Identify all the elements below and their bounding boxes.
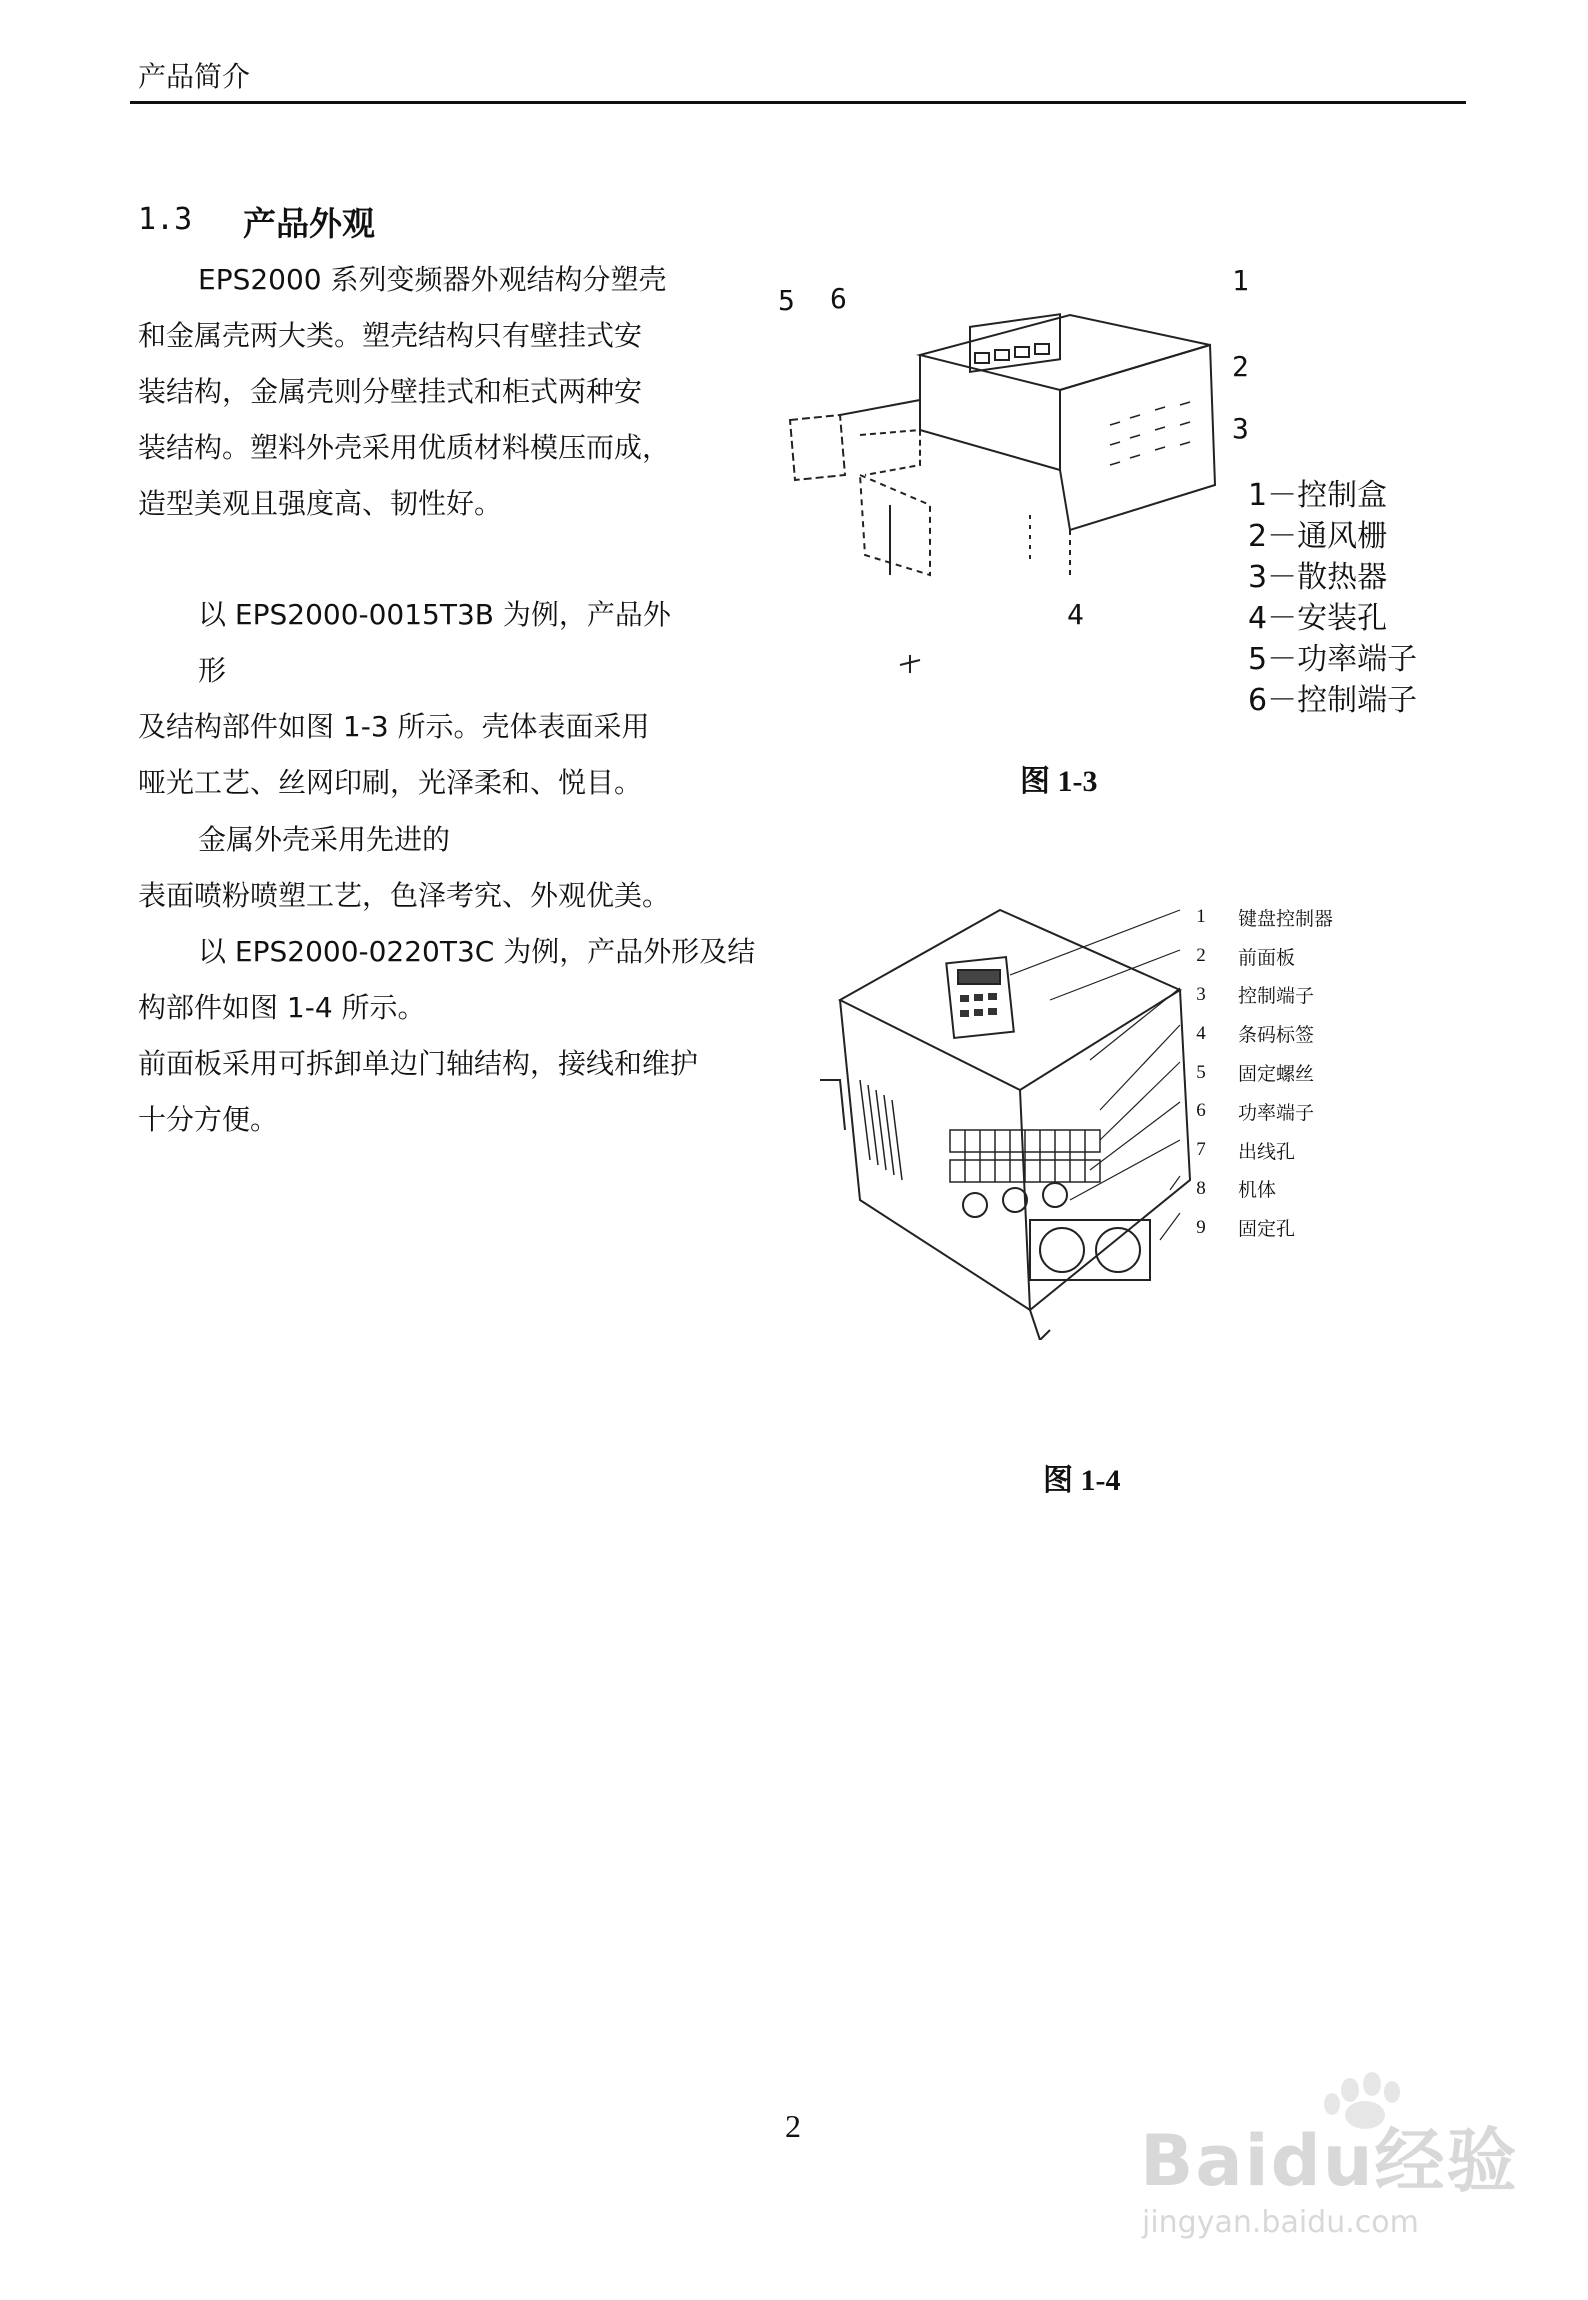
legend-text: 固定螺丝: [1238, 1063, 1315, 1086]
watermark-url: jingyan.baidu.com: [1142, 2205, 1419, 2240]
header-rule: [130, 101, 1466, 104]
callout-1: 1: [1232, 264, 1249, 297]
legend-text: 前面板: [1238, 946, 1296, 969]
figure-1-3-caption: 图 1-3: [1020, 765, 1098, 798]
figure-1-3-legend: [1248, 475, 1417, 721]
paragraph-line: 构部件如图 1-4 所示。: [138, 991, 426, 1024]
paragraph-line: 装结构。塑料外壳采用优质材料模压而成，: [138, 431, 671, 464]
paragraph-line: 前面板采用可拆卸单边门轴结构，接线和维护: [138, 1047, 699, 1080]
paragraph-line: 十分方便。: [138, 1103, 279, 1136]
legend-text: 键盘控制器: [1238, 907, 1334, 930]
section-title: 产品外观: [243, 204, 375, 243]
legend-item: 2－通风栅: [1248, 519, 1388, 554]
callout-3: 3: [1232, 412, 1249, 445]
paragraph-line: 以 EPS2000-0015T3B 为例，产品外形: [198, 598, 671, 687]
legend-text: 固定孔: [1238, 1218, 1296, 1241]
legend-number: 3: [1196, 983, 1206, 1005]
legend-item: [1180, 1170, 1333, 1209]
legend-number: 4: [1196, 1022, 1206, 1044]
section-number: 1.3: [138, 202, 193, 237]
legend-number: 2: [1196, 945, 1206, 967]
legend-text: 控制端子: [1238, 985, 1315, 1008]
figure-1-4-caption: 图 1-4: [1043, 1464, 1121, 1497]
paragraph-line: 造型美观且强度高、韧性好。: [138, 487, 503, 520]
legend-item: [1180, 976, 1333, 1015]
legend-item: [1180, 1131, 1333, 1170]
legend-text: 功率端子: [1238, 1101, 1315, 1124]
legend-item: [1180, 1053, 1333, 1092]
paragraph-line: 以 EPS2000-0220T3C 为例，产品外形及结: [198, 935, 756, 968]
callout-5: 5: [778, 284, 795, 317]
legend-number: 5: [1196, 1061, 1206, 1083]
legend-item: 4－安装孔: [1248, 601, 1388, 636]
legend-item: [1180, 898, 1333, 937]
legend-item: 6－控制端子: [1248, 683, 1418, 718]
legend-number: 7: [1196, 1139, 1206, 1161]
paragraph-line: 哑光工艺、丝网印刷，光泽柔和、悦目。: [138, 766, 643, 799]
paragraph-line: 装结构，金属壳则分壁挂式和柜式两种安: [138, 375, 643, 408]
legend-item: [1180, 937, 1333, 976]
paragraph-line: 表面喷粉喷塑工艺，色泽考究、外观优美。: [138, 879, 671, 912]
legend-number: 9: [1196, 1216, 1206, 1238]
legend-text: 出线孔: [1238, 1140, 1296, 1163]
legend-number: 8: [1196, 1177, 1206, 1199]
paragraph-3: [138, 812, 758, 1148]
legend-item: [1180, 1014, 1333, 1053]
legend-number: 1: [1196, 906, 1206, 928]
legend-text: 机体: [1238, 1179, 1277, 1202]
legend-item: 1－控制盒: [1248, 478, 1388, 513]
paragraph-1: [138, 252, 698, 532]
callout-2: 2: [1232, 350, 1249, 383]
callout-6: 6: [830, 282, 847, 315]
figure-1-4-legend: [1180, 898, 1333, 1247]
legend-number: 6: [1196, 1100, 1206, 1122]
paragraph-2: [138, 587, 698, 811]
paragraph-line: 和金属壳两大类。塑壳结构只有壁挂式安: [138, 319, 643, 352]
page-header-title: 产品简介: [138, 60, 251, 93]
paragraph-line: 及结构部件如图 1-3 所示。壳体表面采用: [138, 710, 650, 743]
legend-item: [1180, 1092, 1333, 1131]
legend-item: 3－散热器: [1248, 560, 1388, 595]
paragraph-line: 金属外壳采用先进的: [198, 823, 451, 856]
callout-4: 4: [1067, 598, 1084, 631]
legend-item: 5－功率端子: [1248, 642, 1418, 677]
paragraph-line: EPS2000 系列变频器外观结构分塑壳: [198, 263, 667, 296]
page-number: 2: [785, 2108, 801, 2144]
watermark-text: Baidu经验: [1140, 2120, 1519, 2202]
legend-text: 条码标签: [1238, 1024, 1315, 1047]
legend-item: [1180, 1208, 1333, 1247]
